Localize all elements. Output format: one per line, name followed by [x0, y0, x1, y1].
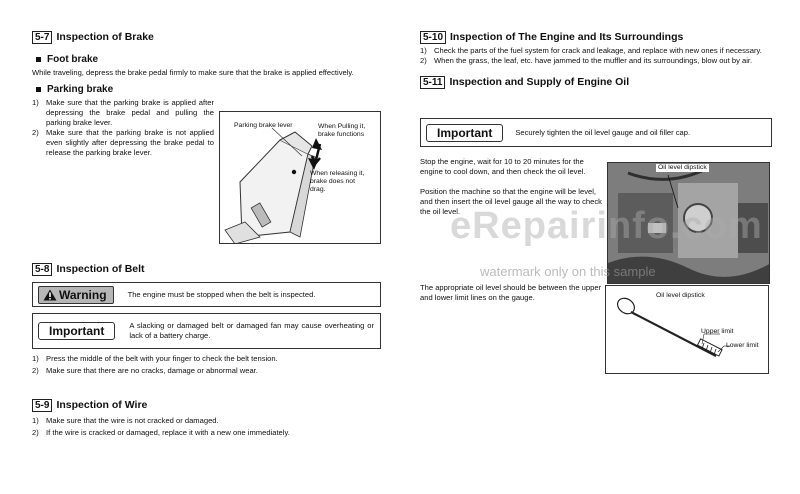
item-text: If the wire is cracked or damaged, replace it with a new one immediately.: [46, 428, 290, 437]
item-number: 2): [420, 56, 427, 65]
bullet-square-icon: [36, 57, 41, 62]
item-text: Make sure that the wire is not cracked or damaged.: [46, 416, 219, 425]
section-title: Inspection of Wire: [56, 399, 148, 411]
item-number: 1): [32, 416, 39, 425]
foot-brake-text: While traveling, depress the brake pedal firmly to make sure that the brake is applied effectively.: [32, 68, 354, 77]
item-text: Make sure that there are no cracks, damage or abnormal wear.: [46, 366, 258, 375]
warning-triangle-icon: [43, 289, 57, 301]
upper-limit-label: Upper limit: [701, 328, 734, 335]
warning-text: The engine must be stopped when the belt is inspected.: [127, 289, 316, 299]
lower-limit-label: Lower limit: [726, 342, 759, 349]
oil-important-notice: [420, 118, 772, 147]
list-item: [32, 354, 382, 364]
photo-dipstick-label: Oil level dipstick: [658, 164, 707, 171]
section-5-9-heading: [32, 398, 147, 412]
section-title: Inspection of Belt: [56, 263, 145, 275]
parking-brake-title: Parking brake: [47, 83, 114, 95]
important-text: A slacking or damaged belt or damaged fan may cause overheating or lack of a battery charge.: [129, 321, 374, 340]
watermark-subtext: watermark only on this sample: [480, 264, 656, 279]
list-item: [32, 98, 214, 128]
important-badge: Important: [426, 124, 503, 142]
item-text: Make sure that the parking brake is not applied even slightly after depressing the brake pedal to release the parking brake lever.: [46, 128, 214, 157]
item-number: 1): [32, 354, 39, 363]
foot-brake-heading: [32, 52, 382, 66]
item-text: Press the middle of the belt with your finger to check the belt tension.: [46, 354, 278, 363]
section-title: Inspection of Brake: [56, 31, 154, 43]
dipstick-label: Oil level dipstick: [656, 292, 705, 299]
important-badge: Important: [38, 322, 115, 340]
engine-list: [420, 46, 772, 66]
wire-list: [32, 416, 382, 438]
item-text: Make sure that the parking brake is applied after depressing the brake pedal and pulling the parking brake lever.: [46, 98, 214, 127]
item-text: When the grass, the leaf, etc. have jammed to the muffler and its surroundings, blow out by air.: [434, 56, 753, 65]
item-number: 2): [32, 366, 39, 375]
section-title: Inspection and Supply of Engine Oil: [449, 76, 630, 88]
list-item: [420, 46, 772, 56]
right-column: [420, 30, 772, 89]
warning-notice: [32, 282, 381, 307]
oil-level-text: The appropriate oil level should be between the upper and lower limit lines on the gauge.: [420, 283, 602, 302]
item-number: 2): [32, 428, 39, 437]
item-text: Check the parts of the fuel system for crack and leakage, and replace with new ones if necessary.: [434, 46, 762, 55]
foot-brake-title: Foot brake: [47, 53, 99, 65]
section-5-7-heading: [32, 30, 382, 44]
list-item: [420, 56, 772, 66]
list-item: [32, 428, 382, 438]
section-5-10-heading: [420, 30, 772, 44]
oil-check-text-2: Position the machine so that the engine will be level, and then insert the oil level gauge all the way to check the oil level.: [420, 187, 602, 216]
item-number: 2): [32, 128, 39, 137]
section-number: 5-7: [32, 31, 52, 44]
belt-list: [32, 354, 382, 376]
list-item: [32, 366, 382, 376]
oil-check-text-1: Stop the engine, wait for 10 to 20 minutes for the engine to cool down, and then check the oil level.: [420, 157, 586, 176]
list-item: [32, 416, 382, 426]
parking-brake-figure: [219, 111, 381, 244]
when-releasing-label: When releasing it, brake does not drag.: [310, 170, 365, 193]
watermark-text: eRepairinfo.com: [450, 205, 763, 247]
important-text: Securely tighten the oil level gauge and oil filler cap.: [515, 127, 691, 137]
item-number: 1): [420, 46, 427, 55]
section-5-8-heading: [32, 262, 145, 276]
warning-badge-label: Warning: [59, 287, 107, 302]
bullet-square-icon: [36, 87, 41, 92]
section-number: 5-11: [420, 76, 445, 89]
warning-badge: [38, 286, 114, 304]
section-number: 5-8: [32, 263, 52, 276]
important-notice: [32, 313, 381, 349]
section-number: 5-10: [420, 31, 446, 44]
when-pulling-label: When Pulling it, brake functions: [318, 123, 366, 138]
dipstick-figure: [605, 285, 769, 374]
list-item: [32, 128, 214, 158]
section-5-11-heading: [420, 75, 772, 89]
section-number: 5-9: [32, 399, 52, 412]
parking-brake-heading: [32, 82, 382, 96]
parking-brake-lever-label: Parking brake lever: [234, 122, 293, 129]
section-title: Inspection of The Engine and Its Surroundings: [450, 31, 684, 43]
parking-brake-list: [32, 98, 214, 158]
item-number: 1): [32, 98, 39, 107]
